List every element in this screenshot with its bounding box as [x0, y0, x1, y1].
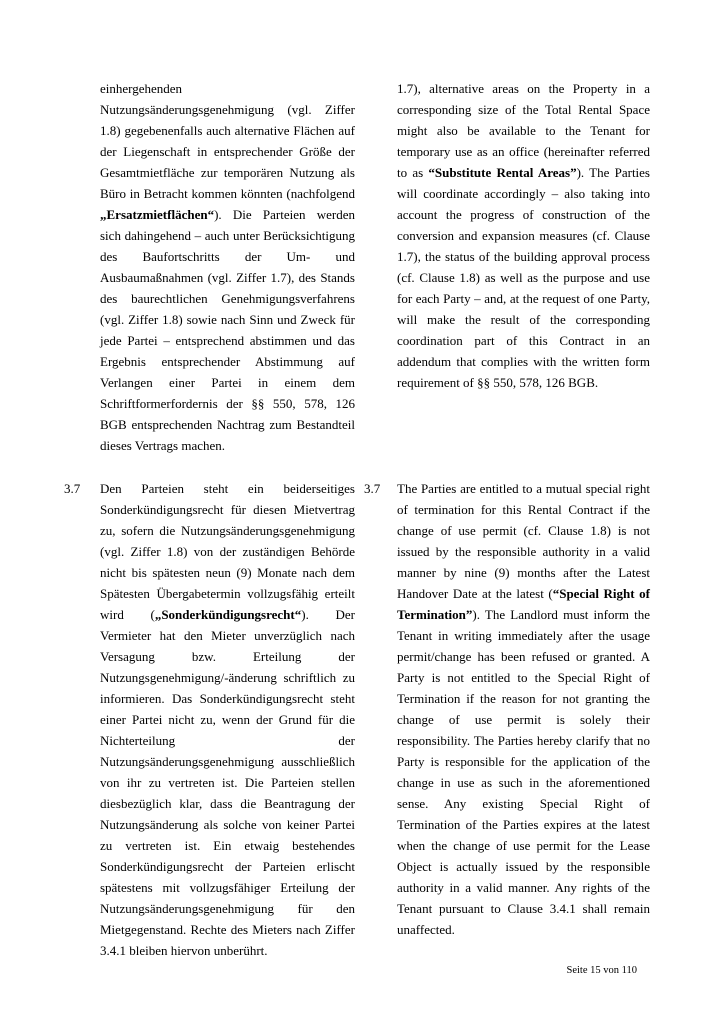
continuation-row: [64, 78, 650, 478]
contract-columns: [64, 78, 650, 961]
clause-3-7-row: [64, 478, 650, 961]
english-clause-paragraph: The Parties are entitled to a mutual special right of termination for this Rental Contract if the change of use permit (cf. Clause 1.8) is not issued by the responsible authority in a valid manner by nine (9) months after the Latest Handover Date at the latest (“Special Right of Termination”). The Landlord must inform the Tenant in writing immediately after the usage permit/change has been refused or granted. A Party is not entitled to the Special Right of Termination if the reason for not granting the change of use permit is solely their responsibility. The Parties hereby clarify that no Party is responsible for the application of the change in use as such in the aforementioned sense. Any existing Special Right of Termination of the Parties expires at the latest when the change of use permit for the Lease Object is actually issued by the responsible authority in a valid manner. Any rights of the Tenant pursuant to Clause 3.4.1 shall remain unaffected.: [397, 481, 650, 937]
german-continuation-paragraph: einhergehenden Nutzungsänderungsgenehmigung (vgl. Ziffer 1.8) gegebenenfalls auch alternative Flächen auf der Liegenschaft in entsprechender Größe der Gesamtmietfläche zur temporären Nutzung als Büro in Betracht kommen könnten (nachfolgend „Ersatzmietflächen“). Die Parteien werden sich dahingehend – auch unter Berücksichtigung des Baufortschritts der Um- und Ausbaumaßnahmen (vgl. Ziffer 1.7), des Stands des baurechtlichen Genehmigungsverfahrens (vgl. Ziffer 1.8) sowie nach Sinn und Zweck für jede Partei – entsprechend abstimmen und das Ergebnis entsprechender Abstimmung auf Verlangen einer Partei in einem dem Schriftformerfordernis der §§ 550, 578, 126 BGB entsprechenden Nachtrag zum Bestandteil dieses Vertrags machen.: [100, 81, 355, 453]
clause-number-right: 3.7: [364, 481, 381, 496]
page-number: Seite 15 von 110: [566, 965, 637, 976]
clause-number-left: 3.7: [64, 481, 81, 496]
english-continuation-paragraph: 1.7), alternative areas on the Property in a corresponding size of the Total Rental Space might also be available to the Tenant for temporary use as an office (hereinafter referred to as “Substitute Rental Areas”). The Parties will coordinate accordingly – also taking into account the progress of construction of the conversion and expansion measures (cf. Clause 1.7), the status of the building approval process (cf. Clause 1.8) as well as the purpose and use for each Party – and, at the request of one Party, will make the result of the corresponding coordination part of this Contract in an addendum that complies with the written form requirement of §§ 550, 578, 126 BGB.: [397, 81, 650, 390]
german-clause-paragraph: Den Parteien steht ein beiderseitiges Sonderkündigungsrecht für diesen Mietvertrag zu, sofern die Nutzungsänderungsgenehmigung (vgl. Ziffer 1.8) von der zuständigen Behörde nicht bis spätesten neun (9) Monate nach dem Spätesten Übergabetermin vollzugsfähig erteilt wird („Sonderkündigungsrecht“). Der Vermieter hat den Mieter unverzüglich nach Versagung bzw. Erteilung der Nutzungsgenehmigung/-änderung schriftlich zu informieren. Das Sonderkündigungsrecht steht einer Partei nicht zu, wenn der Grund für die Nichterteilung der Nutzungsänderungsgenehmigung ausschließlich von ihr zu vertreten ist. Die Parteien stellen diesbezüglich klar, dass die Beantragung der Nutzungsänderung als solche von keiner Partei zu vertreten ist. Ein etwaig bestehendes Sonderkündigungsrecht der Parteien erlischt spätestens mit vollzugsfähiger Erteilung der Nutzungsänderungsgenehmigung für den Mietgegenstand. Rechte des Mieters nach Ziffer 3.4.1 bleiben hiervon unberührt.: [100, 481, 355, 958]
